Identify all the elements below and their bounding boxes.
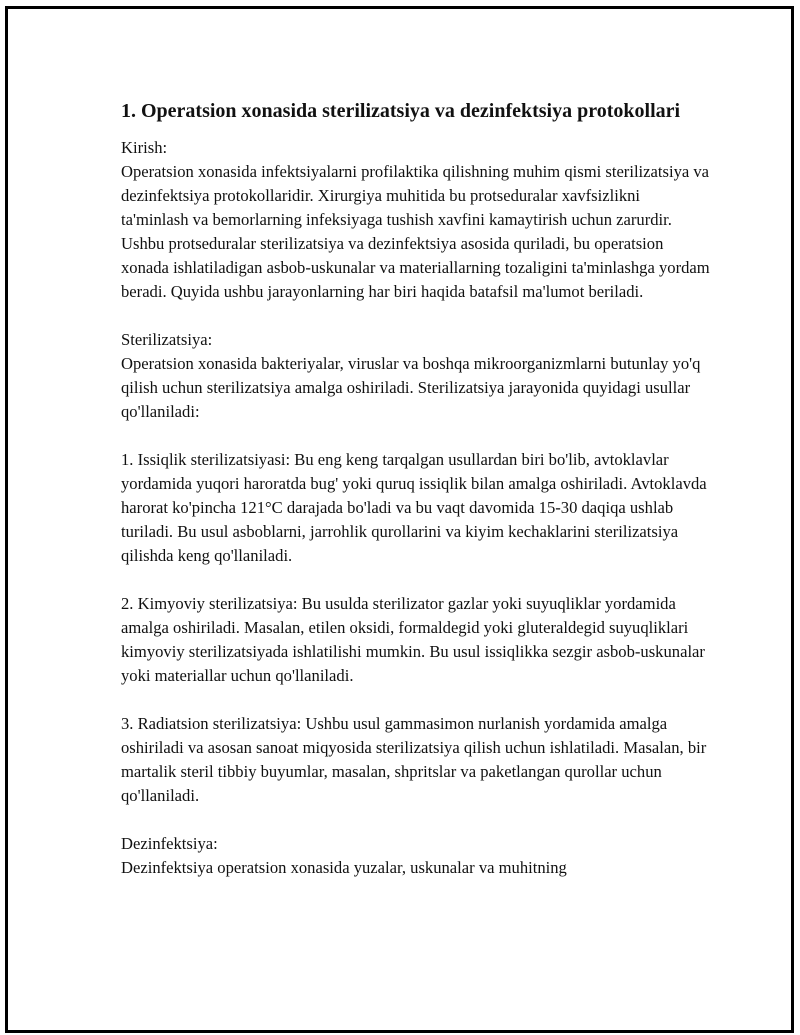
paragraph-chemical-sterilization: 2. Kimyoviy sterilizatsiya: Bu usulda sterilizator gazlar yoki suyuqliklar yordamida amalga oshiriladi. Masalan, etilen oksidi, formaldegid yoki gluteraldegid suyuqliklari kimyoviy sterilizatsiyada ishlatilishi mumkin. Bu usul issiqlikka sezgir asbob-uskunalar yoki materiallar uchun qo'llaniladi.	[121, 594, 705, 685]
document-body	[121, 98, 711, 904]
paragraph-disinfection: Dezinfektsiya: Dezinfektsiya operatsion xonasida yuzalar, uskunalar va muhitning	[121, 834, 567, 877]
document-page	[5, 6, 794, 1033]
document-title: 1. Operatsion xonasida sterilizatsiya va dezinfektsiya protokollari	[121, 100, 681, 122]
paragraph-sterilization: Sterilizatsiya: Operatsion xonasida bakteriyalar, viruslar va boshqa mikroorganizmlarni butunlay yo'q qilish uchun sterilizatsiya amalga oshiriladi. Sterilizatsiya jarayonida quyidagi usullar qo'llaniladi:	[121, 330, 701, 421]
paragraph-introduction: Kirish: Operatsion xonasida infektsiyalarni profilaktika qilishning muhim qismi sterilizatsiya va dezinfektsiya protokollaridir. Xirurgiya muhitida bu protseduralar xavfsizlikni ta'minlash va bemorlarning infeksiyaga tushish xavfini kamaytirish uchun zarurdir. Ushbu protseduralar sterilizatsiya va dezinfektsiya asosida quriladi, bu operatsion xonada ishlatiladigan asbob-uskunalar va materiallarning tozaligini ta'minlashga yordam beradi. Quyida ushbu jarayonlarning har biri haqida batafsil ma'lumot beriladi.	[121, 138, 710, 301]
paragraph-radiation-sterilization: 3. Radiatsion sterilizatsiya: Ushbu usul gammasimon nurlanish yordamida amalga oshiriladi va asosan sanoat miqyosida sterilizatsiya qilish uchun ishlatiladi. Masalan, bir martalik steril tibbiy buyumlar, masalan, shpritslar va paketlangan qurollar uchun qo'llaniladi.	[121, 714, 707, 805]
paragraph-heat-sterilization: 1. Issiqlik sterilizatsiyasi: Bu eng keng tarqalgan usullardan biri bo'lib, avtoklavlar yordamida yuqori haroratda bug' yoki quruq issiqlik bilan amalga oshiriladi. Avtoklavda harorat ko'pincha 121°C darajada bo'ladi va bu vaqt davomida 15-30 daqiqa ushlab turiladi. Bu usul asboblarni, jarrohlik qurollarini va kiyim kechaklarini sterilizatsiya qilishda keng qo'llaniladi.	[121, 450, 707, 565]
